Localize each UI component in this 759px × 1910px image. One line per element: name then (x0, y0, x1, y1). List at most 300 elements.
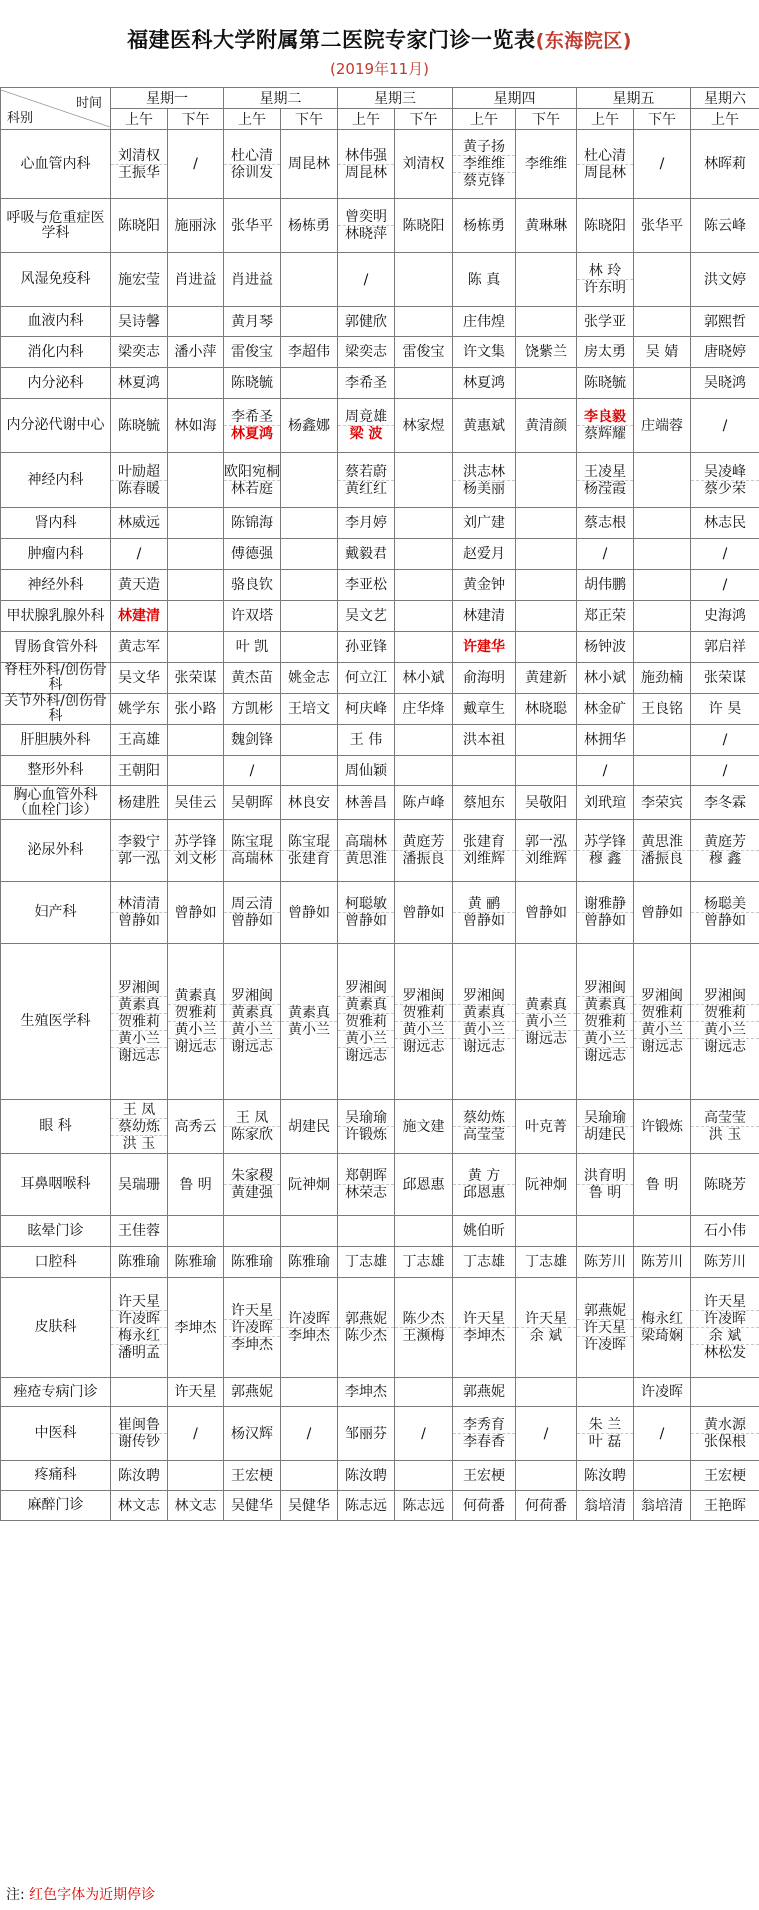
schedule-cell (168, 786, 224, 820)
doctor-name: 陈晓阳 (402, 217, 445, 234)
doctor-name: 李坤杰 (281, 1327, 337, 1344)
table-row (1, 1491, 759, 1521)
doctor-name: 王凌星 (584, 463, 626, 480)
doctor-name: 雷俊宝 (231, 344, 273, 360)
doctor-name: 王艳晖 (704, 1497, 746, 1514)
doctor-name: 王良铭 (641, 701, 683, 717)
doctor-name: 黄志军 (118, 639, 160, 655)
doctor-name: 胡伟鹏 (584, 577, 626, 593)
schedule-cell (111, 1247, 168, 1278)
schedule-cell (281, 453, 338, 508)
schedule-cell (224, 539, 281, 570)
schedule-cell (338, 1461, 395, 1491)
schedule-cell (634, 1378, 691, 1407)
doctor-name: 李坤杰 (174, 1319, 217, 1336)
doctor-name: 王高雄 (118, 732, 160, 748)
table-row (1, 601, 759, 632)
schedule-cell (577, 944, 634, 1100)
schedule-cell (516, 337, 577, 368)
schedule-cell (634, 725, 691, 756)
doctor-name: 王 凤 (235, 1110, 269, 1126)
doctor-name: 黄素真 (577, 996, 633, 1013)
schedule-cell (516, 632, 577, 663)
doctor-name: 杨栋勇 (288, 217, 330, 234)
schedule-cell (281, 1278, 338, 1378)
doctor-name: 谢远志 (577, 1047, 633, 1064)
pm-header: 下午 (634, 109, 691, 130)
doctor-name: 柯聪敏 (345, 896, 387, 912)
schedule-cell (168, 1491, 224, 1521)
doctor-name: 谢远志 (634, 1038, 690, 1055)
department-name: 整形外科 (1, 756, 111, 786)
doctor-name: 黄庭芳 (402, 834, 445, 850)
doctor-name: 吴凌峰 (704, 463, 746, 480)
doctor-name: 贺雅莉 (577, 1013, 633, 1030)
schedule-cell (516, 1216, 577, 1247)
schedule-cell (224, 1378, 281, 1407)
doctor-name: 穆 鑫 (691, 850, 759, 867)
schedule-cell (111, 756, 168, 786)
doctor-name: 杨鑫娜 (288, 417, 330, 434)
doctor-name: 吴朝晖 (231, 794, 273, 811)
department-name: 神经内科 (1, 453, 111, 508)
no-clinic-mark: / (193, 1425, 198, 1442)
doctor-name: 黄小兰 (338, 1030, 394, 1047)
doctor-name: 王佳蓉 (118, 1223, 160, 1239)
schedule-cell (577, 539, 634, 570)
doctor-name: 蔡辉耀 (577, 425, 633, 442)
schedule-cell (634, 307, 691, 337)
doctor-name: 许文集 (463, 344, 505, 360)
schedule-cell (168, 1378, 224, 1407)
schedule-cell (168, 601, 224, 632)
department-name: 眩晕门诊 (1, 1216, 111, 1247)
department-name: 痤疮专病门诊 (1, 1378, 111, 1407)
doctor-name: 余 斌 (691, 1327, 759, 1344)
schedule-cell (224, 399, 281, 453)
department-name: 内分泌科 (1, 368, 111, 399)
no-clinic-mark: / (722, 417, 728, 434)
doctor-name: 许天星 (463, 1311, 505, 1327)
doctor-name: 朱 兰 (588, 1417, 622, 1433)
department-name: 关节外科/创伤骨科 (1, 694, 111, 725)
table-row (1, 1278, 759, 1378)
doctor-name: 唐晓婷 (704, 344, 746, 360)
am-header: 上午 (577, 109, 634, 130)
schedule-cell (577, 786, 634, 820)
schedule-cell (516, 725, 577, 756)
doctor-name: 叶励超 (118, 463, 160, 480)
doctor-name: 林清清 (118, 896, 160, 912)
doctor-name: 庄华烽 (402, 701, 445, 717)
schedule-cell (453, 368, 516, 399)
no-clinic-mark: / (136, 546, 142, 562)
table-row (1, 199, 759, 253)
doctor-name: 杨汉辉 (231, 1425, 273, 1442)
doctor-name: 许凌晖 (641, 1384, 683, 1400)
schedule-cell (691, 253, 759, 307)
doctor-name: 陈家欣 (224, 1126, 280, 1143)
schedule-cell (168, 1100, 224, 1154)
doctor-name: 曾静如 (453, 912, 515, 929)
schedule-cell (577, 199, 634, 253)
doctor-name: 许天星 (704, 1294, 746, 1310)
doctor-name: 林良安 (288, 794, 330, 811)
schedule-cell (453, 570, 516, 601)
table-row (1, 508, 759, 539)
schedule-cell (395, 1461, 453, 1491)
doctor-name: 许 昊 (708, 701, 742, 717)
schedule-cell (168, 1154, 224, 1216)
schedule-cell (395, 199, 453, 253)
schedule-cell (111, 307, 168, 337)
department-name: 泌尿外科 (1, 820, 111, 882)
doctor-name: 俞海明 (463, 670, 505, 686)
doctor-name: 苏学锋 (174, 834, 217, 850)
doctor-name: 郑朝晖 (345, 1168, 387, 1184)
doctor-name: 李希圣 (231, 409, 273, 425)
schedule-cell (577, 337, 634, 368)
schedule-cell (453, 453, 516, 508)
doctor-name: 庄端蓉 (641, 417, 683, 434)
schedule-cell (691, 1491, 759, 1521)
schedule-cell (395, 1154, 453, 1216)
schedule-cell (691, 337, 759, 368)
schedule-cell (453, 1278, 516, 1378)
doctor-name: 翁培清 (584, 1497, 626, 1514)
schedule-cell (691, 570, 759, 601)
day-header-mon: 星期一 (111, 88, 224, 109)
doctor-name: 高瑞林 (345, 834, 387, 850)
date-subtitle: (2019年11月) (330, 60, 429, 78)
schedule-cell (395, 1407, 453, 1461)
schedule-cell (168, 1407, 224, 1461)
doctor-name: 郭健欣 (345, 313, 387, 330)
doctor-name: 陈晓毓 (584, 375, 626, 391)
no-clinic-mark: / (602, 546, 608, 562)
doctor-name: 谢传钞 (111, 1433, 167, 1450)
department-name: 肿瘤内科 (1, 539, 111, 570)
doctor-name: 谢雅静 (584, 896, 626, 912)
doctor-name: 李亚松 (345, 577, 387, 593)
doctor-name: 阮神炯 (288, 1176, 330, 1193)
schedule-cell (395, 663, 453, 694)
doctor-name: 谢远志 (111, 1047, 167, 1064)
schedule-cell (453, 130, 516, 199)
doctor-name: 黄小兰 (516, 1013, 576, 1030)
table-row (1, 786, 759, 820)
table-row (1, 725, 759, 756)
schedule-cell (395, 453, 453, 508)
day-header-wed: 星期三 (338, 88, 453, 109)
schedule-cell (281, 253, 338, 307)
doctor-name: 刘玳瑄 (584, 794, 626, 811)
table-row (1, 756, 759, 786)
doctor-name-suspended: 梁 波 (338, 425, 394, 442)
schedule-cell (577, 1100, 634, 1154)
doctor-name: 林志民 (704, 515, 746, 531)
schedule-cell (634, 337, 691, 368)
doctor-name: 贺雅莉 (634, 1004, 690, 1021)
schedule-cell (634, 882, 691, 944)
schedule-cell (168, 307, 224, 337)
schedule-cell (516, 944, 577, 1100)
doctor-name: 崔闽鲁 (118, 1417, 160, 1433)
doctor-name: 李维维 (453, 155, 515, 172)
doctor-name: 李坤杰 (345, 1384, 387, 1400)
footer-red-note: 红色字体为近期停诊 (29, 1887, 156, 1903)
schedule-cell (338, 1154, 395, 1216)
schedule-cell (338, 368, 395, 399)
schedule-cell (453, 1378, 516, 1407)
doctor-name: 陈雅瑜 (174, 1254, 217, 1270)
schedule-cell (634, 199, 691, 253)
doctor-name: 潘明孟 (111, 1344, 167, 1361)
schedule-cell (516, 694, 577, 725)
doctor-name: 贺雅莉 (338, 1013, 394, 1030)
doctor-name: 林若庭 (224, 480, 280, 497)
doctor-name: 罗湘闽 (704, 988, 746, 1004)
schedule-cell (634, 786, 691, 820)
doctor-name: 施宏莹 (118, 271, 160, 288)
schedule-cell (516, 453, 577, 508)
table-row (1, 882, 759, 944)
doctor-name: 刘维辉 (516, 850, 576, 867)
schedule-cell (453, 786, 516, 820)
no-clinic-mark: / (722, 577, 728, 593)
schedule-cell (224, 453, 281, 508)
doctor-name: 林如海 (174, 417, 217, 434)
schedule-cell (281, 570, 338, 601)
doctor-name: 施丽泳 (174, 217, 217, 234)
schedule-cell (111, 786, 168, 820)
schedule-cell (577, 1154, 634, 1216)
doctor-name: 张保根 (691, 1433, 759, 1450)
doctor-name: 陈晓阳 (118, 217, 160, 234)
doctor-name: 鲁 明 (577, 1184, 633, 1201)
schedule-cell (577, 632, 634, 663)
doctor-name: 刘清权 (118, 147, 160, 164)
doctor-name: 黄建新 (525, 670, 567, 686)
doctor-name: 林松发 (691, 1344, 759, 1361)
schedule-cell (281, 725, 338, 756)
schedule-cell (691, 882, 759, 944)
doctor-name: 王宏梗 (463, 1467, 505, 1484)
schedule-cell (395, 570, 453, 601)
doctor-name: 潘振良 (395, 850, 452, 867)
schedule-cell (338, 453, 395, 508)
doctor-name: 黄小兰 (168, 1021, 223, 1038)
doctor-name: 何荷番 (525, 1497, 567, 1514)
doctor-name: 许凌晖 (577, 1336, 633, 1353)
table-row (1, 368, 759, 399)
schedule-cell (168, 453, 224, 508)
department-name: 血液内科 (1, 307, 111, 337)
doctor-name: 杨建胜 (118, 794, 160, 811)
schedule-cell (224, 1461, 281, 1491)
doctor-name: 杨美丽 (453, 480, 515, 497)
doctor-name: 黄小兰 (395, 1021, 452, 1038)
schedule-cell (453, 253, 516, 307)
schedule-cell (224, 1278, 281, 1378)
schedule-cell (516, 786, 577, 820)
schedule-cell (577, 570, 634, 601)
doctor-name: 谢远志 (453, 1038, 515, 1055)
doctor-name: 陈晓芳 (704, 1176, 746, 1193)
doctor-name: 郭燕妮 (231, 1384, 273, 1400)
doctor-name: 邹丽芬 (345, 1425, 387, 1442)
table-row (1, 253, 759, 307)
doctor-name: 曾静如 (691, 912, 759, 929)
department-name: 疼痛科 (1, 1461, 111, 1491)
doctor-name: 李毅宁 (118, 834, 160, 850)
doctor-name: 洪 玉 (691, 1126, 759, 1143)
doctor-name: 吴晓鸿 (704, 375, 746, 391)
doctor-name: 杨聪美 (704, 896, 746, 912)
doctor-name: 陈晓毓 (118, 417, 160, 434)
schedule-cell (111, 1100, 168, 1154)
no-clinic-mark: / (363, 271, 369, 288)
schedule-cell (338, 1278, 395, 1378)
doctor-name: 柯庆峰 (345, 701, 387, 717)
doctor-name: 陈汝聘 (345, 1467, 387, 1484)
schedule-cell (691, 694, 759, 725)
schedule-cell (111, 601, 168, 632)
schedule-cell (281, 694, 338, 725)
schedule-cell (168, 570, 224, 601)
day-header-sat: 星期六 (691, 88, 759, 109)
schedule-cell (691, 756, 759, 786)
doctor-name: 肖进益 (174, 271, 217, 288)
table-row (1, 1378, 759, 1407)
schedule-cell (111, 1378, 168, 1407)
table-row (1, 399, 759, 453)
doctor-name: 林夏鸿 (118, 375, 160, 391)
schedule-cell (281, 944, 338, 1100)
table-row (1, 337, 759, 368)
schedule-cell (168, 944, 224, 1100)
doctor-name: 林拥华 (584, 732, 626, 748)
doctor-name: 刘清权 (402, 156, 445, 172)
schedule-cell (111, 539, 168, 570)
doctor-name: 黄素真 (288, 1005, 330, 1021)
schedule-cell (281, 399, 338, 453)
doctor-name: 黄素真 (453, 1004, 515, 1021)
schedule-cell (338, 1247, 395, 1278)
schedule-cell (691, 601, 759, 632)
doctor-name: 吴诗馨 (118, 313, 160, 330)
schedule-cell (516, 1378, 577, 1407)
doctor-name: 杨滢霞 (577, 480, 633, 497)
schedule-cell (111, 508, 168, 539)
table-row (1, 1154, 759, 1216)
doctor-name: 孙亚锋 (345, 639, 387, 655)
schedule-cell (338, 337, 395, 368)
schedule-cell (168, 539, 224, 570)
schedule-cell (281, 337, 338, 368)
doctor-name: 谢远志 (338, 1047, 394, 1064)
doctor-name: 曾静如 (338, 912, 394, 929)
doctor-name: 吴健华 (288, 1497, 330, 1514)
schedule-cell (281, 1378, 338, 1407)
doctor-name: 何荷番 (463, 1497, 505, 1514)
schedule-cell (577, 820, 634, 882)
doctor-name: 黄小兰 (453, 1021, 515, 1038)
doctor-name: 贺雅莉 (111, 1013, 167, 1030)
doctor-name: 许双塔 (231, 608, 273, 624)
doctor-name: 苏学锋 (584, 834, 626, 850)
doctor-name: 罗湘闽 (402, 988, 445, 1004)
schedule-cell (634, 1216, 691, 1247)
doctor-name: 陈卢峰 (402, 794, 445, 811)
pm-header: 下午 (168, 109, 224, 130)
doctor-name: 蔡旭东 (463, 794, 505, 811)
schedule-cell (577, 1378, 634, 1407)
schedule-cell (691, 1216, 759, 1247)
schedule-cell (395, 253, 453, 307)
table-row (1, 539, 759, 570)
schedule-cell (516, 399, 577, 453)
schedule-cell (395, 1278, 453, 1378)
schedule-cell (224, 663, 281, 694)
schedule-cell (395, 130, 453, 199)
doctor-name: 洪文婷 (704, 271, 746, 288)
schedule-cell (111, 1216, 168, 1247)
doctor-name: 姚伯昕 (463, 1223, 505, 1239)
schedule-cell (577, 725, 634, 756)
doctor-name: 黄素真 (338, 996, 394, 1013)
schedule-cell (338, 663, 395, 694)
schedule-cell (453, 1461, 516, 1491)
doctor-name: 张华平 (231, 217, 273, 234)
doctor-name: 谢远志 (691, 1038, 759, 1055)
schedule-cell (111, 1154, 168, 1216)
doctor-name: 黄素真 (224, 1004, 280, 1021)
schedule-cell (453, 820, 516, 882)
schedule-cell (634, 570, 691, 601)
doctor-name: 庄伟煌 (463, 313, 505, 330)
schedule-cell (338, 307, 395, 337)
schedule-cell (168, 368, 224, 399)
schedule-cell (516, 1154, 577, 1216)
doctor-name: 杨栋勇 (463, 217, 505, 234)
doctor-name: 高莹莹 (704, 1110, 746, 1126)
doctor-name: 蔡幼炼 (463, 1110, 505, 1126)
doctor-name: 王宏梗 (231, 1467, 273, 1484)
schedule-cell (168, 337, 224, 368)
doctor-name: 许天星 (525, 1311, 567, 1327)
table-row (1, 944, 759, 1100)
schedule-cell (577, 508, 634, 539)
schedule-cell (224, 368, 281, 399)
schedule-cell (516, 663, 577, 694)
doctor-name: 罗湘闽 (584, 979, 626, 996)
no-clinic-mark: / (602, 762, 608, 779)
doctor-name: 李维维 (525, 156, 567, 172)
schedule-cell (338, 253, 395, 307)
schedule-cell (577, 694, 634, 725)
doctor-name: 蔡若蔚 (345, 463, 387, 480)
doctor-name: 雷俊宝 (402, 344, 445, 360)
department-name: 胃肠食管外科 (1, 632, 111, 663)
schedule-cell (691, 1278, 759, 1378)
schedule-cell (111, 130, 168, 199)
doctor-name: 高秀云 (174, 1118, 217, 1135)
schedule-cell (338, 725, 395, 756)
doctor-name: 曾静如 (641, 904, 683, 921)
schedule-cell (453, 694, 516, 725)
doctor-name: 林小斌 (402, 670, 445, 686)
